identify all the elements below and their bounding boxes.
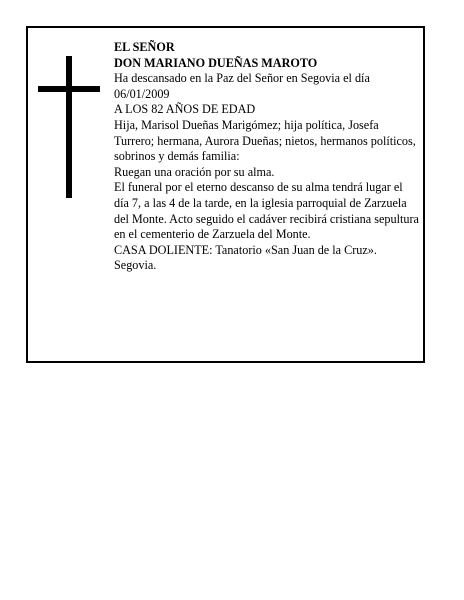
title-line-1: EL SEÑOR [114,40,175,54]
mourning-house: CASA DOLIENTE: Tanatorio «San Juan de la Cruz». Segovia. [114,242,377,273]
obituary-notice [26,26,425,363]
deceased-name: DON MARIANO DUEÑAS MAROTO [114,55,318,70]
rested-statement: Ha descansado en la Paz del Señor en Segovia el día 06/01/2009 [114,71,370,101]
family-list: Hija, Marisol Dueñas Marigómez; hija política, Josefa Turrero; hermana, Aurora Dueñas; nietos, hermanos políticos, sobrinos y demás familia: [114,117,416,164]
prayer-request: Ruegan una oración por su alma. [114,164,275,179]
age-statement: A LOS 82 AÑOS DE EDAD [114,102,256,117]
obituary-text [114,40,420,274]
cross-horizontal-bar [38,86,100,92]
cross-icon [38,56,100,198]
funeral-details: El funeral por el eterno descanso de su alma tendrá lugar el día 7, a las 4 de la tarde, en la iglesia parroquial de Zarzuela del Monte. Acto seguido el cadáver recibirá cristiana sepultura en el cementerio de Zarzuela del Monte. [114,180,419,242]
cross-vertical-bar [66,56,72,198]
